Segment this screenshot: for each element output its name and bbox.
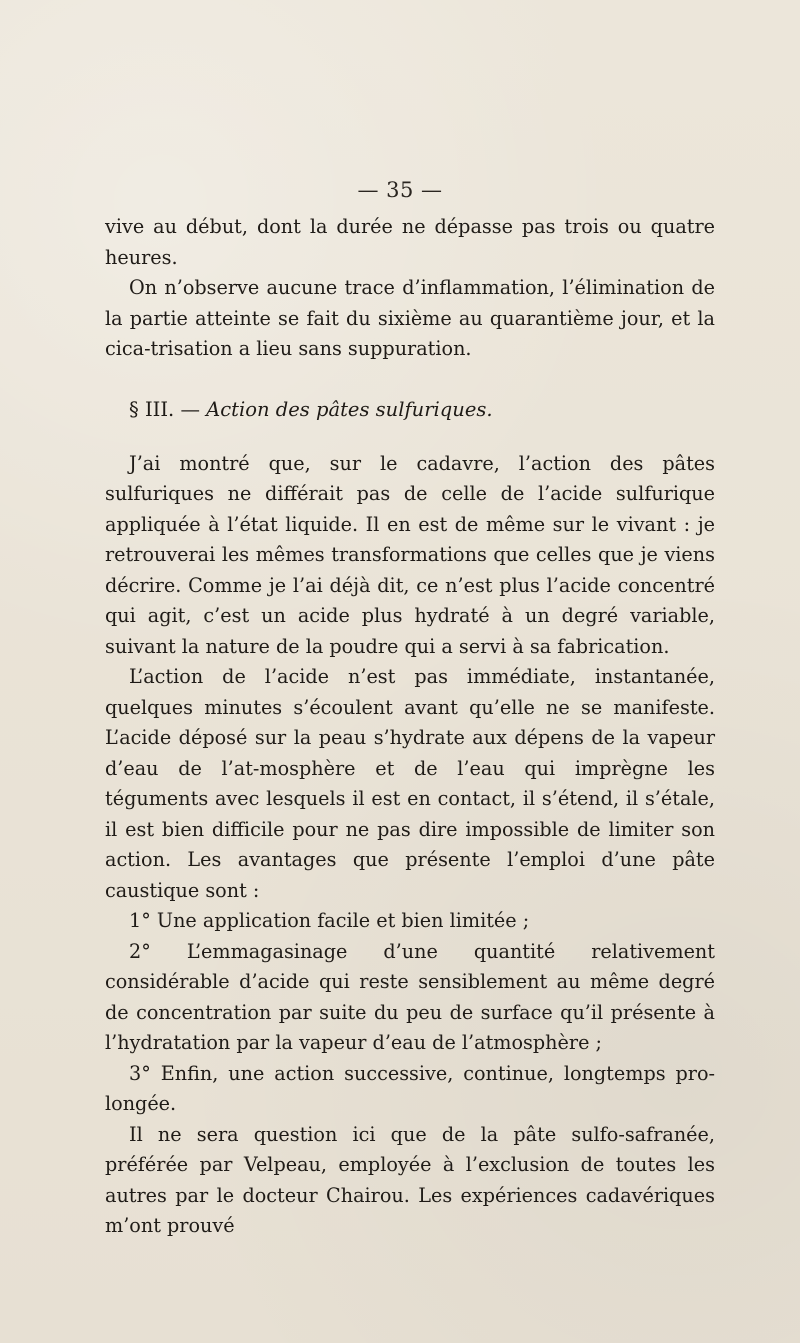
paragraph-5: Il ne sera question ici que de la pâte sulfo-safranée, préférée par Velpeau, employée à l’exclusion de toutes les autres par le docteur Chairou. Les expériences cadavériques m’ont prouvé [105, 1122, 715, 1237]
paragraph-1: vive au début, dont la durée ne dépasse pas trois ou quatre heures. [105, 215, 715, 269]
paragraph-2: On n’observe aucune trace d’inflammation, l’élimination de la partie atteinte se fait du sixième au quarantième jour, et la cica-trisation a lieu sans suppuration. [105, 276, 715, 360]
section-heading-prefix: § III. — [129, 397, 207, 421]
list-item-1: 1° Une application facile et bien limitée ; [129, 909, 530, 932]
paragraph-4: L’action de l’acide n’est pas immédiate, instantanée, quelques minutes s’écoulent avant qu’elle ne se manifeste. L’acide déposé sur la peau s’hydrate aux dépens de la vapeur d’eau de l’at-mosphère et de l’eau qui imprègne les téguments avec lesquels il est en contact, il s’étend, il s’étale, il est bien difficile pour ne pas dire impossible de limiter son action. Les avantages que présente l’emploi d’une pâte caustique sont : [105, 665, 715, 902]
paragraph-3: J’ai montré que, sur le cadavre, l’action des pâtes sulfuriques ne différait pas de celle de l’acide sulfurique appliquée à l’état liquide. Il en est de même sur le vivant : je retrouverai les mêmes transformations que celles que je viens décrire. Comme je l’ai déjà dit, ce n’est plus l’acide concentré qui agit, c’est un acide plus hydraté à un degré variable, suivant la nature de la poudre qui a servi à sa fabrication. [105, 451, 715, 658]
list-item-2: 2° L’emmagasinage d’une quantité relativement considérable d’acide qui reste sensiblement au même degré de concentration par suite du peu de surface qu’il présente à l’hydratation par la vapeur d’eau de l’atmosphère ; [105, 939, 715, 1054]
page-text [105, 212, 715, 1242]
section-heading [105, 395, 715, 425]
section-heading-title: Action des pâtes sulfuriques. [206, 397, 493, 421]
list-item-3: 3° Enfin, une action successive, continue, longtemps pro-longée. [105, 1061, 715, 1115]
page-number: — 35 — [357, 178, 443, 202]
